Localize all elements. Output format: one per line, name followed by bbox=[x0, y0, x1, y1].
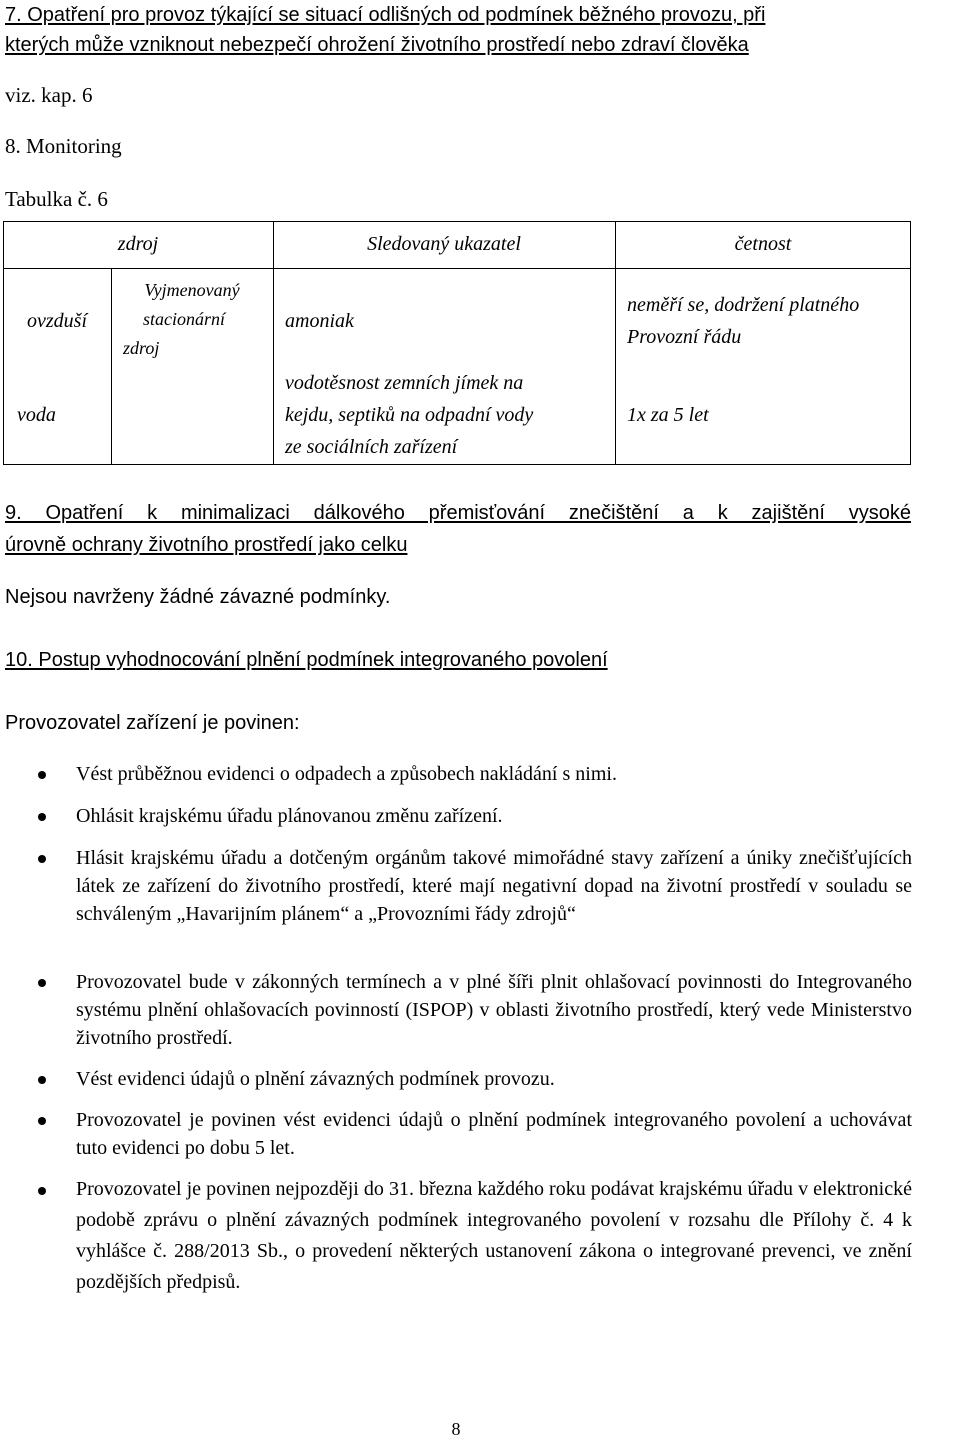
bullet-icon bbox=[38, 771, 46, 779]
section-10-intro: Provozovatel zařízení je povinen: bbox=[5, 712, 300, 734]
medium-voda: voda bbox=[17, 404, 56, 426]
source-line-3: zdroj bbox=[123, 338, 160, 358]
bullet-icon bbox=[38, 1076, 46, 1084]
frequency-1x-5-let: 1x za 5 let bbox=[627, 404, 709, 426]
section-7-heading-line-2: kterých může vzniknout nebezpečí ohrožení životního prostředí nebo zdraví člověka bbox=[5, 34, 749, 56]
list-item: Provozovatel je povinen vést evidenci údajů o plnění podmínek integrovaného povolení a uchovávat tuto evidenci po dobu 5 let. bbox=[76, 1109, 912, 1159]
list-item: Hlásit krajskému úřadu a dotčeným orgánům takové mimořádné stavy zařízení a úniky znečišťujících látek ze zařízení do životního prostředí, které mají negativní dopad na životní prostředí v souladu se schváleným „Havarijním plánem“ a „Provozními řády zdrojů“ bbox=[76, 847, 912, 925]
list-item: Ohlásit krajskému úřadu plánovanou změnu zařízení. bbox=[76, 805, 503, 827]
table-header-ukazatel: Sledovaný ukazatel bbox=[367, 233, 521, 255]
bullet-icon bbox=[38, 979, 46, 987]
monitoring-table bbox=[3, 221, 911, 465]
indicator-line-1: vodotěsnost zemních jímek na bbox=[285, 372, 524, 394]
table-header-zdroj: zdroj bbox=[117, 233, 159, 255]
indicator-amoniak: amoniak bbox=[285, 310, 354, 332]
section-10-heading: 10. Postup vyhodnocování plnění podmínek integrovaného povolení bbox=[5, 649, 608, 671]
list-item: Vést průběžnou evidenci o odpadech a způsobech nakládání s nimi. bbox=[76, 763, 617, 785]
list-item: Vést evidenci údajů o plnění závazných podmínek provozu. bbox=[76, 1068, 555, 1090]
section-8-heading: 8. Monitoring bbox=[5, 134, 122, 158]
list-item: Provozovatel je povinen nejpozději do 31. března každého roku podávat krajskému úřadu v elektronické podobě zprávu o plnění závazných podmínek integrovaného povolení v rozsahu dle Přílohy č. 4 k vyhlášce č. 288/2013 Sb., o provedení některých ustanovení zákona o integrované prevenci, ve znění pozdějších předpisů. bbox=[76, 1178, 912, 1293]
indicator-line-2: kejdu, septiků na odpadní vody bbox=[285, 404, 534, 426]
indicator-line-3: ze sociálních zařízení bbox=[285, 436, 458, 458]
section-9-heading-line-2: úrovně ochrany životního prostředí jako celku bbox=[5, 534, 408, 556]
frequency-line-2: Provozní řádu bbox=[627, 326, 742, 348]
bullet-icon bbox=[38, 813, 46, 821]
bullet-icon bbox=[38, 1187, 46, 1195]
table-caption: Tabulka č. 6 bbox=[5, 187, 108, 211]
bullet-icon bbox=[38, 1117, 46, 1125]
medium-ovzdusi: ovzduší bbox=[27, 310, 87, 332]
bullet-icon bbox=[38, 855, 46, 863]
page-number: 8 bbox=[451, 1419, 461, 1439]
table-header-cetnost: četnost bbox=[734, 233, 792, 255]
section-7-heading-line-1: 7. Opatření pro provoz týkající se situací odlišných od podmínek běžného provozu, při bbox=[5, 4, 766, 26]
section-9-text: Nejsou navrženy žádné závazné podmínky. bbox=[5, 586, 391, 608]
source-line-1: Vyjmenovaný bbox=[144, 280, 240, 300]
section-9-heading-line-1: 9. Opatření k minimalizaci dálkového přemisťování znečištění a k zajištění vysoké bbox=[5, 502, 911, 524]
section-7-text: viz. kap. 6 bbox=[5, 83, 93, 107]
source-line-2: stacionární bbox=[142, 309, 225, 329]
frequency-line-1: neměří se, dodržení platného bbox=[627, 294, 860, 316]
list-item: Provozovatel bude v zákonných termínech a v plné šíři plnit ohlašovací povinnosti do Integrovaného systému plnění ohlašovacích povinností (ISPOP) v oblasti životního prostředí, který vede Ministerstvo životního prostředí. bbox=[76, 971, 912, 1049]
